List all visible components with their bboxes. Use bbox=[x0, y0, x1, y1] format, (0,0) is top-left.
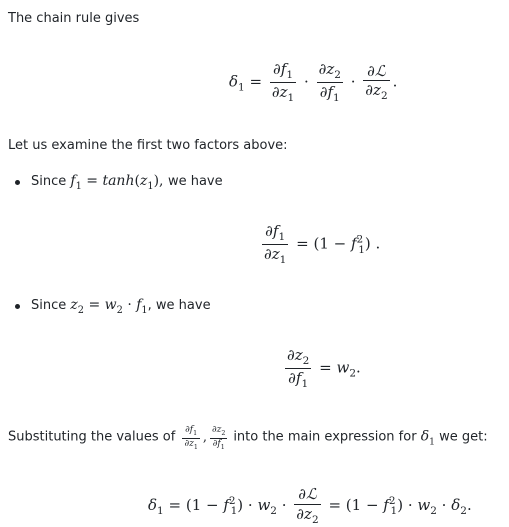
rhs-part: ) · bbox=[397, 495, 418, 514]
fraction-numerator: ∂z bbox=[287, 346, 303, 364]
fraction-df1-dz1 bbox=[262, 222, 288, 267]
inline-fraction-df1-dz1 bbox=[182, 425, 199, 451]
var-z: z bbox=[139, 173, 148, 189]
fraction-denominator: ∂z bbox=[264, 245, 280, 264]
rhs-part: ) · bbox=[237, 495, 258, 514]
period: . bbox=[392, 72, 398, 91]
fraction-denominator: ∂z bbox=[296, 504, 312, 523]
fraction-denominator-sub: 2 bbox=[311, 513, 319, 526]
delta-subscript: 1 bbox=[157, 504, 164, 517]
var-f: f bbox=[223, 495, 229, 514]
var-w-sub: 2 bbox=[430, 504, 437, 517]
fraction-numerator-sub: 2 bbox=[334, 69, 341, 81]
fraction-denominator: ∂z bbox=[365, 81, 381, 100]
bullet-suffix: , we have bbox=[147, 298, 211, 313]
var-w: w bbox=[257, 495, 271, 514]
var-f-sub: 1 bbox=[358, 243, 365, 256]
delta-symbol: δ bbox=[420, 428, 430, 445]
var-f-sub: 1 bbox=[141, 304, 148, 316]
chain-rule-equation bbox=[229, 60, 397, 105]
rhs-open: = (1 − bbox=[168, 495, 224, 514]
var-w: w bbox=[417, 495, 431, 514]
rhs-close: ) . bbox=[364, 234, 381, 253]
substituting-middle: into the main expression for bbox=[233, 429, 417, 445]
var-f: f bbox=[136, 297, 142, 313]
var-w: w bbox=[336, 358, 350, 377]
tanh-function: tanh bbox=[102, 173, 135, 189]
var-w-sub: 2 bbox=[349, 367, 357, 380]
bullet-suffix: we have bbox=[167, 174, 223, 189]
var-w: w bbox=[104, 297, 117, 313]
fraction-denominator: ∂f bbox=[212, 438, 221, 449]
intro-text: The chain rule gives bbox=[8, 11, 140, 26]
fraction-denominator: ∂f bbox=[288, 369, 302, 388]
bullet-dot bbox=[15, 180, 20, 185]
fraction-numerator: ∂z bbox=[212, 425, 222, 435]
var-f-sup: 2 bbox=[356, 233, 364, 246]
equals-sign: = bbox=[249, 72, 263, 91]
fraction-denominator: ∂z bbox=[184, 438, 194, 449]
fraction-numerator-sub: 1 bbox=[193, 429, 198, 437]
delta-symbol: δ bbox=[451, 495, 461, 514]
fraction-denominator-sub: 2 bbox=[380, 90, 388, 103]
bullet-dot bbox=[15, 304, 20, 309]
fraction-denominator-sub: 1 bbox=[301, 378, 309, 391]
fraction-numerator: ∂f bbox=[185, 425, 194, 435]
substituting-prefix: Substituting the values of bbox=[8, 429, 176, 445]
var-w-sub: 2 bbox=[270, 504, 277, 517]
bullet-prefix: Since bbox=[31, 298, 67, 313]
var-z-sub: 1 bbox=[147, 180, 154, 192]
equals-sign: = bbox=[88, 297, 101, 313]
var-f-sub: 1 bbox=[390, 504, 398, 517]
var-f-sub: 1 bbox=[230, 504, 238, 517]
fraction-denominator-sub: 1 bbox=[193, 443, 198, 451]
rhs-open: = (1 − bbox=[296, 234, 351, 253]
dot-operator: · bbox=[304, 72, 309, 91]
fraction-numerator: ∂z bbox=[318, 60, 335, 78]
fraction-df1-dz1 bbox=[270, 60, 296, 105]
fraction-denominator: ∂z bbox=[271, 83, 288, 102]
dot-operator: · bbox=[127, 297, 132, 313]
comma: , bbox=[202, 429, 208, 445]
fraction-numerator: ∂f bbox=[273, 60, 287, 78]
tanh-expression bbox=[70, 173, 168, 192]
fraction-numerator: ∂ℒ bbox=[298, 485, 317, 503]
examine-text: Let us examine the first two factors above: bbox=[8, 138, 288, 153]
dot-operator: · bbox=[436, 495, 452, 514]
dot-operator: · bbox=[276, 495, 287, 514]
z2-expression bbox=[70, 297, 148, 316]
delta-symbol: δ bbox=[148, 495, 158, 514]
fraction-dz2-df1 bbox=[285, 346, 311, 391]
bullet-item-z2 bbox=[31, 297, 211, 316]
fraction-numerator-sub: 1 bbox=[286, 69, 294, 81]
equals-sign: = bbox=[319, 358, 332, 377]
equals-sign: = bbox=[86, 173, 98, 189]
bullet-prefix: Since bbox=[31, 174, 67, 189]
fraction-dL-dz2 bbox=[363, 62, 389, 104]
bullet-item-tanh bbox=[31, 173, 223, 192]
fraction-numerator: ∂f bbox=[265, 222, 279, 240]
paren-close: ) bbox=[153, 173, 160, 189]
paren-open: ( bbox=[134, 173, 140, 189]
fraction-denominator-sub: 1 bbox=[279, 254, 287, 267]
period: . bbox=[356, 358, 361, 377]
fraction-numerator: ∂ℒ bbox=[367, 61, 386, 80]
fraction-numerator-sub: 2 bbox=[302, 355, 310, 367]
fraction-dL-dz2 bbox=[294, 485, 320, 527]
period: . bbox=[466, 495, 472, 514]
var-f: f bbox=[350, 234, 357, 253]
fraction-denominator-sub: 1 bbox=[220, 443, 225, 451]
var-f: f bbox=[383, 495, 389, 514]
comma: , bbox=[159, 173, 164, 189]
delta-symbol: δ bbox=[229, 72, 239, 91]
rhs-open: = (1 − bbox=[328, 495, 384, 514]
delta-subscript: 1 bbox=[238, 81, 245, 94]
tanh-derivative-equation bbox=[259, 222, 380, 267]
var-f: f bbox=[70, 173, 76, 189]
dot-operator: · bbox=[350, 72, 356, 91]
fraction-numerator-sub: 1 bbox=[278, 231, 286, 243]
inline-fractions bbox=[179, 425, 233, 451]
var-w-sub: 2 bbox=[116, 304, 123, 316]
var-f-sup: 2 bbox=[228, 494, 236, 507]
substituting-text bbox=[8, 425, 488, 451]
var-f-sup: 2 bbox=[388, 494, 396, 507]
delta-subscript: 2 bbox=[460, 504, 467, 517]
inline-fraction-dz2-df1 bbox=[210, 425, 227, 451]
delta-subscript: 1 bbox=[429, 437, 435, 448]
fraction-denominator-sub: 1 bbox=[333, 92, 340, 105]
var-f-sub: 1 bbox=[75, 180, 82, 192]
fraction-dz2-df1 bbox=[317, 60, 343, 105]
var-z: z bbox=[70, 297, 78, 313]
substituting-suffix: we get: bbox=[439, 429, 488, 445]
z2-derivative-equation bbox=[282, 346, 361, 391]
final-delta-equation bbox=[148, 485, 472, 527]
fraction-denominator-sub: 1 bbox=[287, 92, 295, 105]
fraction-numerator-sub: 2 bbox=[221, 429, 226, 437]
fraction-denominator: ∂f bbox=[319, 83, 334, 102]
var-z-sub: 2 bbox=[77, 304, 85, 316]
